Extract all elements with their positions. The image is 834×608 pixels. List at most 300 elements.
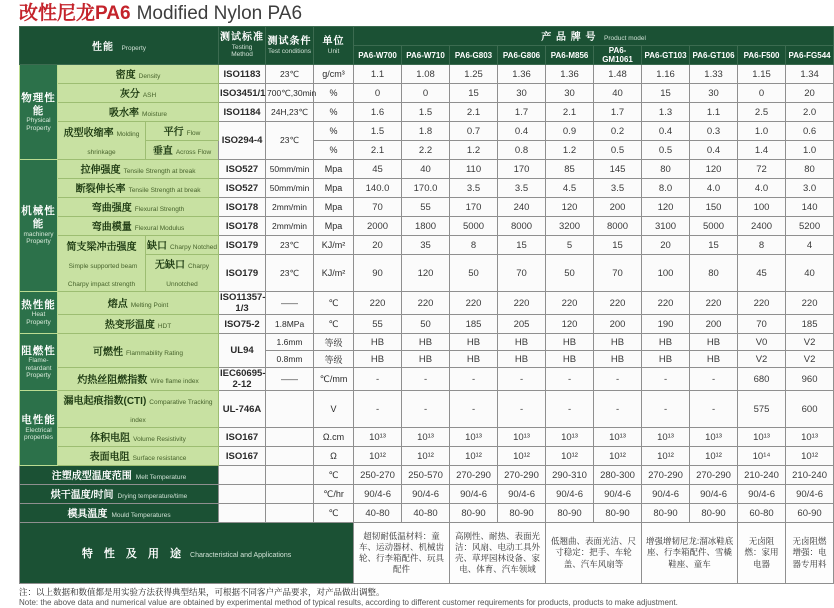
value-cell: 220	[498, 292, 546, 315]
header-unit-zh: 单位	[322, 36, 345, 48]
property-cell: 吸水率 Moisture	[58, 103, 219, 122]
value-cell: 10¹³	[354, 428, 402, 447]
method-cell: ISO1183	[219, 65, 266, 84]
value-cell: 170	[450, 198, 498, 217]
value-cell: 0.7	[450, 122, 498, 141]
value-cell: -	[546, 391, 594, 428]
unit-cell: ℃/mm	[314, 368, 354, 391]
model-header: PA6-GM1061	[594, 46, 642, 65]
value-cell: 80-90	[450, 504, 498, 523]
value-cell: 210-240	[738, 466, 786, 485]
process-label: 注塑成型温度范围 Melt Temperature	[20, 466, 219, 485]
property-cell: 表面电阻 Surface resistance	[58, 447, 219, 466]
unit-cell: Mpa	[314, 198, 354, 217]
value-cell: 2400	[738, 217, 786, 236]
method-cell	[219, 504, 266, 523]
category-electrical: 电性能 Electrical properties	[20, 391, 58, 466]
value-cell: 1.2	[450, 141, 498, 160]
value-cell: 960	[786, 368, 834, 391]
property-cell: 灰分 ASH	[58, 84, 219, 103]
value-cell: -	[642, 391, 690, 428]
value-cell: 10¹⁴	[738, 447, 786, 466]
property-sub-cell: 平行 Flow	[146, 122, 219, 141]
table-row	[20, 368, 834, 391]
value-cell: 5	[546, 236, 594, 255]
value-cell: 90/4-6	[594, 485, 642, 504]
value-cell: 10¹³	[594, 428, 642, 447]
value-cell: -	[354, 391, 402, 428]
value-cell: 10¹³	[498, 428, 546, 447]
property-cell: 可燃性 Flammability Rating	[58, 334, 219, 368]
application-cell: 增强增韧尼龙:溜冰鞋底座、行李箱配件、雪橇鞋座、童车	[642, 523, 738, 584]
table-row	[20, 122, 834, 141]
value-cell: 0.4	[690, 141, 738, 160]
value-cell: -	[498, 368, 546, 391]
value-cell: 575	[738, 391, 786, 428]
header-condition-en: Test conditions	[268, 47, 312, 55]
unit-cell: %	[314, 84, 354, 103]
property-cell: 断裂伸长率 Tensile Strength at break	[58, 179, 219, 198]
value-cell: 40-80	[354, 504, 402, 523]
method-cell: ISO178	[219, 217, 266, 236]
value-cell: 100	[642, 255, 690, 292]
value-cell: 1.0	[738, 122, 786, 141]
value-cell: HB	[546, 351, 594, 368]
unit-cell: Mpa	[314, 217, 354, 236]
method-cell: ISO179	[219, 236, 266, 255]
value-cell: 1.34	[786, 65, 834, 84]
header-property	[20, 27, 219, 65]
condition-cell: 1.8MPa	[266, 315, 314, 334]
value-cell: 20	[354, 236, 402, 255]
method-cell: ISO294-4	[219, 122, 266, 160]
value-cell: -	[402, 391, 450, 428]
value-cell: HB	[354, 334, 402, 351]
method-cell: ISO178	[219, 198, 266, 217]
header-product-model-zh: 产 品 牌 号	[541, 32, 597, 43]
value-cell: 85	[546, 160, 594, 179]
value-cell: 40	[594, 84, 642, 103]
value-cell: 55	[354, 315, 402, 334]
value-cell: 2000	[354, 217, 402, 236]
method-cell: ISO527	[219, 179, 266, 198]
value-cell: 90/4-6	[738, 485, 786, 504]
table-row	[20, 391, 834, 428]
value-cell: -	[450, 368, 498, 391]
table-row	[20, 198, 834, 217]
table-row	[20, 84, 834, 103]
value-cell: HB	[498, 334, 546, 351]
method-cell: ISO167	[219, 428, 266, 447]
value-cell: 200	[594, 198, 642, 217]
value-cell: -	[594, 391, 642, 428]
value-cell: 90	[354, 255, 402, 292]
value-cell: 10¹³	[786, 428, 834, 447]
value-cell: 8	[450, 236, 498, 255]
unit-cell: KJ/m²	[314, 255, 354, 292]
value-cell: 1.7	[594, 103, 642, 122]
value-cell: 0.5	[594, 141, 642, 160]
value-cell: 0.9	[546, 122, 594, 141]
model-header: PA6-F500	[738, 46, 786, 65]
value-cell: V0	[738, 334, 786, 351]
table-row	[20, 65, 834, 84]
value-cell: 5200	[786, 217, 834, 236]
property-sub-cell: 垂直 Across Flow	[146, 141, 219, 160]
value-cell: 10¹²	[450, 447, 498, 466]
value-cell: 2.1	[546, 103, 594, 122]
value-cell: 0.4	[642, 122, 690, 141]
value-cell: 270-290	[690, 466, 738, 485]
value-cell: 185	[786, 315, 834, 334]
unit-cell: Ω.cm	[314, 428, 354, 447]
model-header: PA6-FG544	[786, 46, 834, 65]
footnote-en: Note: the above data and numerical value are obtained by experimental method of typical results, according to different customer requirements for products, products to make adjustment.	[19, 598, 678, 608]
value-cell: 220	[402, 292, 450, 315]
value-cell: 1.6	[354, 103, 402, 122]
unit-cell: Ω	[314, 447, 354, 466]
value-cell: 140.0	[354, 179, 402, 198]
value-cell: 15	[690, 236, 738, 255]
value-cell: V2	[786, 334, 834, 351]
unit-cell: 等级	[314, 351, 354, 368]
value-cell: 90/4-6	[642, 485, 690, 504]
value-cell: 20	[642, 236, 690, 255]
unit-cell: ℃	[314, 315, 354, 334]
condition-cell: 23℃	[266, 65, 314, 84]
value-cell: 30	[690, 84, 738, 103]
value-cell: 50	[450, 255, 498, 292]
condition-cell	[266, 466, 314, 485]
value-cell: 120	[546, 315, 594, 334]
header-property-en: Property	[121, 44, 147, 52]
footnote	[19, 587, 829, 608]
condition-cell	[266, 447, 314, 466]
value-cell: 240	[498, 198, 546, 217]
value-cell: 1.25	[450, 65, 498, 84]
value-cell: 70	[354, 198, 402, 217]
value-cell: 4	[786, 236, 834, 255]
value-cell: 40	[786, 255, 834, 292]
value-cell: 250-570	[402, 466, 450, 485]
value-cell: 70	[498, 255, 546, 292]
value-cell: 1.0	[786, 141, 834, 160]
property-cell: 灼热丝阻燃指数 Wire flame index	[58, 368, 219, 391]
value-cell: 220	[450, 292, 498, 315]
unit-cell: Mpa	[314, 179, 354, 198]
value-cell: 10¹²	[546, 447, 594, 466]
table-row	[20, 103, 834, 122]
method-cell: ISO167	[219, 447, 266, 466]
table-row	[20, 236, 834, 255]
table-row	[20, 504, 834, 523]
value-cell: 4.0	[690, 179, 738, 198]
application-cell: 超韧耐低温材料：童车、运动器材、机械齿轮、行李箱配件、玩具配件	[354, 523, 450, 584]
value-cell: 15	[594, 236, 642, 255]
value-cell: 55	[402, 198, 450, 217]
condition-cell: 0.8mm	[266, 351, 314, 368]
value-cell: 145	[594, 160, 642, 179]
value-cell: 15	[642, 84, 690, 103]
category-physical: 物理性能 Physical Property	[20, 65, 58, 160]
value-cell: 3.0	[786, 179, 834, 198]
value-cell: 72	[738, 160, 786, 179]
value-cell: 1.7	[498, 103, 546, 122]
value-cell: HB	[642, 334, 690, 351]
page-title	[19, 1, 829, 26]
value-cell: 270-290	[642, 466, 690, 485]
value-cell: 220	[546, 292, 594, 315]
value-cell: 80-90	[690, 504, 738, 523]
value-cell: 3200	[546, 217, 594, 236]
method-cell: ISO11357-1/3	[220, 292, 266, 314]
condition-cell: 2mm/min	[266, 217, 314, 236]
value-cell: 8000	[594, 217, 642, 236]
value-cell: 220	[690, 292, 738, 315]
value-cell: 50	[546, 255, 594, 292]
condition-cell: 2mm/min	[266, 198, 314, 217]
value-cell: HB	[594, 334, 642, 351]
value-cell: 290-310	[546, 466, 594, 485]
value-cell: 0.4	[498, 122, 546, 141]
value-cell: 280-300	[594, 466, 642, 485]
value-cell: 10¹²	[642, 447, 690, 466]
header-method-zh: 测试标准	[220, 32, 265, 44]
value-cell: 210-240	[786, 466, 834, 485]
value-cell: 1.15	[738, 65, 786, 84]
value-cell: HB	[690, 351, 738, 368]
unit-cell: KJ/m²	[314, 236, 354, 255]
table-row	[20, 485, 834, 504]
value-cell: 100	[738, 198, 786, 217]
value-cell: 120	[690, 160, 738, 179]
table-row	[20, 315, 834, 334]
value-cell: -	[690, 391, 738, 428]
value-cell: 0.6	[786, 122, 834, 141]
header-unit	[314, 27, 354, 65]
value-cell: 10¹³	[642, 428, 690, 447]
table-row	[20, 523, 834, 584]
application-cell: 无卤阻燃：家用电器	[738, 523, 786, 584]
value-cell: 220	[738, 292, 786, 315]
value-cell: HB	[450, 334, 498, 351]
value-cell: 1.4	[738, 141, 786, 160]
footnote-zh: 注：以上数据和数值都是用实验方法获得典型结果，可根据不同客户产品要求，对产品做出调整。	[19, 587, 385, 597]
property-cell: 弯曲强度 Flexural Strength	[58, 198, 219, 217]
table-row	[20, 292, 834, 315]
value-cell: 1.16	[642, 65, 690, 84]
value-cell: 1.33	[690, 65, 738, 84]
application-cell: 低翘曲、表面光洁、尺寸稳定：把手、车轮盖、汽车风扇等	[546, 523, 642, 584]
value-cell: 15	[498, 236, 546, 255]
method-cell: UL94	[219, 334, 266, 368]
process-label: 模具温度 Mould Temperatures	[20, 504, 219, 523]
value-cell: 600	[786, 391, 834, 428]
header-product-model	[354, 27, 834, 46]
value-cell: 20	[786, 84, 834, 103]
value-cell: 10¹²	[498, 447, 546, 466]
header-row-1	[20, 27, 834, 46]
value-cell: HB	[498, 351, 546, 368]
value-cell: 1.36	[498, 65, 546, 84]
value-cell: 1.1	[690, 103, 738, 122]
value-cell: 0	[354, 84, 402, 103]
header-unit-en: Unit	[327, 47, 340, 55]
value-cell: 90/4-6	[498, 485, 546, 504]
value-cell: -	[498, 391, 546, 428]
header-condition	[266, 27, 314, 65]
unit-cell: %	[314, 122, 354, 141]
value-cell: 80-90	[642, 504, 690, 523]
method-cell: ISO75-2	[219, 315, 266, 334]
value-cell: -	[450, 391, 498, 428]
unit-cell: ℃	[314, 466, 354, 485]
value-cell: 10¹²	[354, 447, 402, 466]
unit-cell: %	[314, 103, 354, 122]
value-cell: 80	[642, 160, 690, 179]
value-cell: 5000	[450, 217, 498, 236]
method-cell: IEC60695-2-12	[220, 368, 266, 390]
value-cell: V2	[738, 351, 786, 368]
method-cell: UL-746A	[219, 391, 266, 428]
applications-label: 特 性 及 用 途 Characteristical and Applications	[20, 523, 354, 584]
value-cell: 4.0	[738, 179, 786, 198]
value-cell: 10¹²	[690, 447, 738, 466]
value-cell: 8.0	[642, 179, 690, 198]
value-cell: 250-270	[354, 466, 402, 485]
property-cell: 简支梁冲击强度Simple supported beam Charpy impact strength	[58, 236, 146, 292]
condition-cell: ——	[266, 368, 314, 391]
process-label: 烘干温度/时间 Drying temperature/time	[20, 485, 219, 504]
unit-cell: %	[314, 141, 354, 160]
value-cell: 3100	[642, 217, 690, 236]
table-row	[20, 179, 834, 198]
title-zh: 改性尼龙PA6	[19, 3, 131, 24]
property-cell: 密度 Density	[58, 65, 219, 84]
unit-cell: ℃	[314, 292, 354, 315]
unit-cell: g/cm³	[314, 65, 354, 84]
model-header: PA6-GT106	[690, 46, 738, 65]
property-cell: 漏电起痕指数(CTI) Comparative Tracking index	[58, 391, 219, 428]
header-method	[219, 27, 266, 65]
value-cell: 120	[642, 198, 690, 217]
value-cell: 70	[594, 255, 642, 292]
value-cell: 0.2	[594, 122, 642, 141]
unit-cell: Mpa	[314, 160, 354, 179]
value-cell: 1.3	[642, 103, 690, 122]
value-cell: 270-290	[450, 466, 498, 485]
model-header: PA6-W700	[354, 46, 402, 65]
category-heat: 热性能 Heat Property	[20, 292, 58, 334]
method-cell: ISO3451/1	[219, 84, 266, 103]
table-row	[20, 447, 834, 466]
table-row	[20, 466, 834, 485]
table-row	[20, 428, 834, 447]
method-cell	[219, 466, 266, 485]
value-cell: 4.5	[546, 179, 594, 198]
value-cell: 40-80	[402, 504, 450, 523]
value-cell: 200	[690, 315, 738, 334]
value-cell: 0.5	[642, 141, 690, 160]
header-product-model-en: Product model	[604, 35, 646, 42]
value-cell: 45	[354, 160, 402, 179]
value-cell: 90/4-6	[450, 485, 498, 504]
value-cell: -	[546, 368, 594, 391]
value-cell: 120	[546, 198, 594, 217]
value-cell: 220	[354, 292, 402, 315]
unit-cell: V	[314, 391, 354, 428]
value-cell: 10¹³	[450, 428, 498, 447]
value-cell: 10¹³	[690, 428, 738, 447]
value-cell: 1.08	[402, 65, 450, 84]
condition-cell	[266, 391, 314, 428]
condition-cell	[266, 485, 314, 504]
value-cell: 680	[738, 368, 786, 391]
property-cell: 成型收缩率 Molding shrinkage	[58, 122, 146, 160]
value-cell: HB	[402, 334, 450, 351]
value-cell: 10¹²	[594, 447, 642, 466]
spec-table	[19, 26, 834, 584]
value-cell: 45	[738, 255, 786, 292]
value-cell: HB	[642, 351, 690, 368]
value-cell: HB	[546, 334, 594, 351]
value-cell: -	[354, 368, 402, 391]
unit-cell: 等级	[314, 334, 354, 351]
value-cell: 80-90	[498, 504, 546, 523]
value-cell: 1.5	[354, 122, 402, 141]
method-cell	[219, 485, 266, 504]
value-cell: 220	[642, 292, 690, 315]
value-cell: 90/4-6	[402, 485, 450, 504]
condition-cell: 1.6mm	[266, 334, 314, 351]
value-cell: 8	[738, 236, 786, 255]
value-cell: HB	[402, 351, 450, 368]
header-condition-zh: 测试条件	[267, 36, 312, 48]
model-header: PA6-G806	[498, 46, 546, 65]
value-cell: 50	[402, 315, 450, 334]
condition-cell	[266, 428, 314, 447]
value-cell: 110	[450, 160, 498, 179]
property-sub-cell: 无缺口 Charpy Unnotched	[146, 255, 219, 292]
value-cell: -	[690, 368, 738, 391]
value-cell: 8000	[498, 217, 546, 236]
value-cell: -	[642, 368, 690, 391]
value-cell: 1.48	[594, 65, 642, 84]
value-cell: 10¹²	[402, 447, 450, 466]
value-cell: 200	[594, 315, 642, 334]
value-cell: 10¹³	[402, 428, 450, 447]
model-header: PA6-GT103	[642, 46, 690, 65]
model-header: PA6-W710	[402, 46, 450, 65]
condition-cell	[266, 504, 314, 523]
value-cell: 90/4-6	[354, 485, 402, 504]
condition-cell: 50mm/min	[266, 160, 314, 179]
application-cell: 高刚性、耐热、表面光洁：风扇、电动工具外壳、草坪园林设备、家电、体育、汽车领域	[450, 523, 546, 584]
condition-cell: 50mm/min	[266, 179, 314, 198]
value-cell: 170	[498, 160, 546, 179]
header-property-zh: 性能	[92, 41, 114, 53]
method-cell: ISO527	[219, 160, 266, 179]
value-cell: 1.5	[402, 103, 450, 122]
value-cell: 220	[786, 292, 834, 315]
value-cell: 90/4-6	[786, 485, 834, 504]
property-cell: 拉伸强度 Tensile Strength at break	[58, 160, 219, 179]
value-cell: 2.1	[354, 141, 402, 160]
method-cell: ISO1184	[219, 103, 266, 122]
property-cell: 体积电阻 Volume Resistivity	[58, 428, 219, 447]
property-cell: 弯曲模量 Flexural Modulus	[58, 217, 219, 236]
category-flame: 阻燃性 Flame-retardant Property	[20, 334, 58, 391]
